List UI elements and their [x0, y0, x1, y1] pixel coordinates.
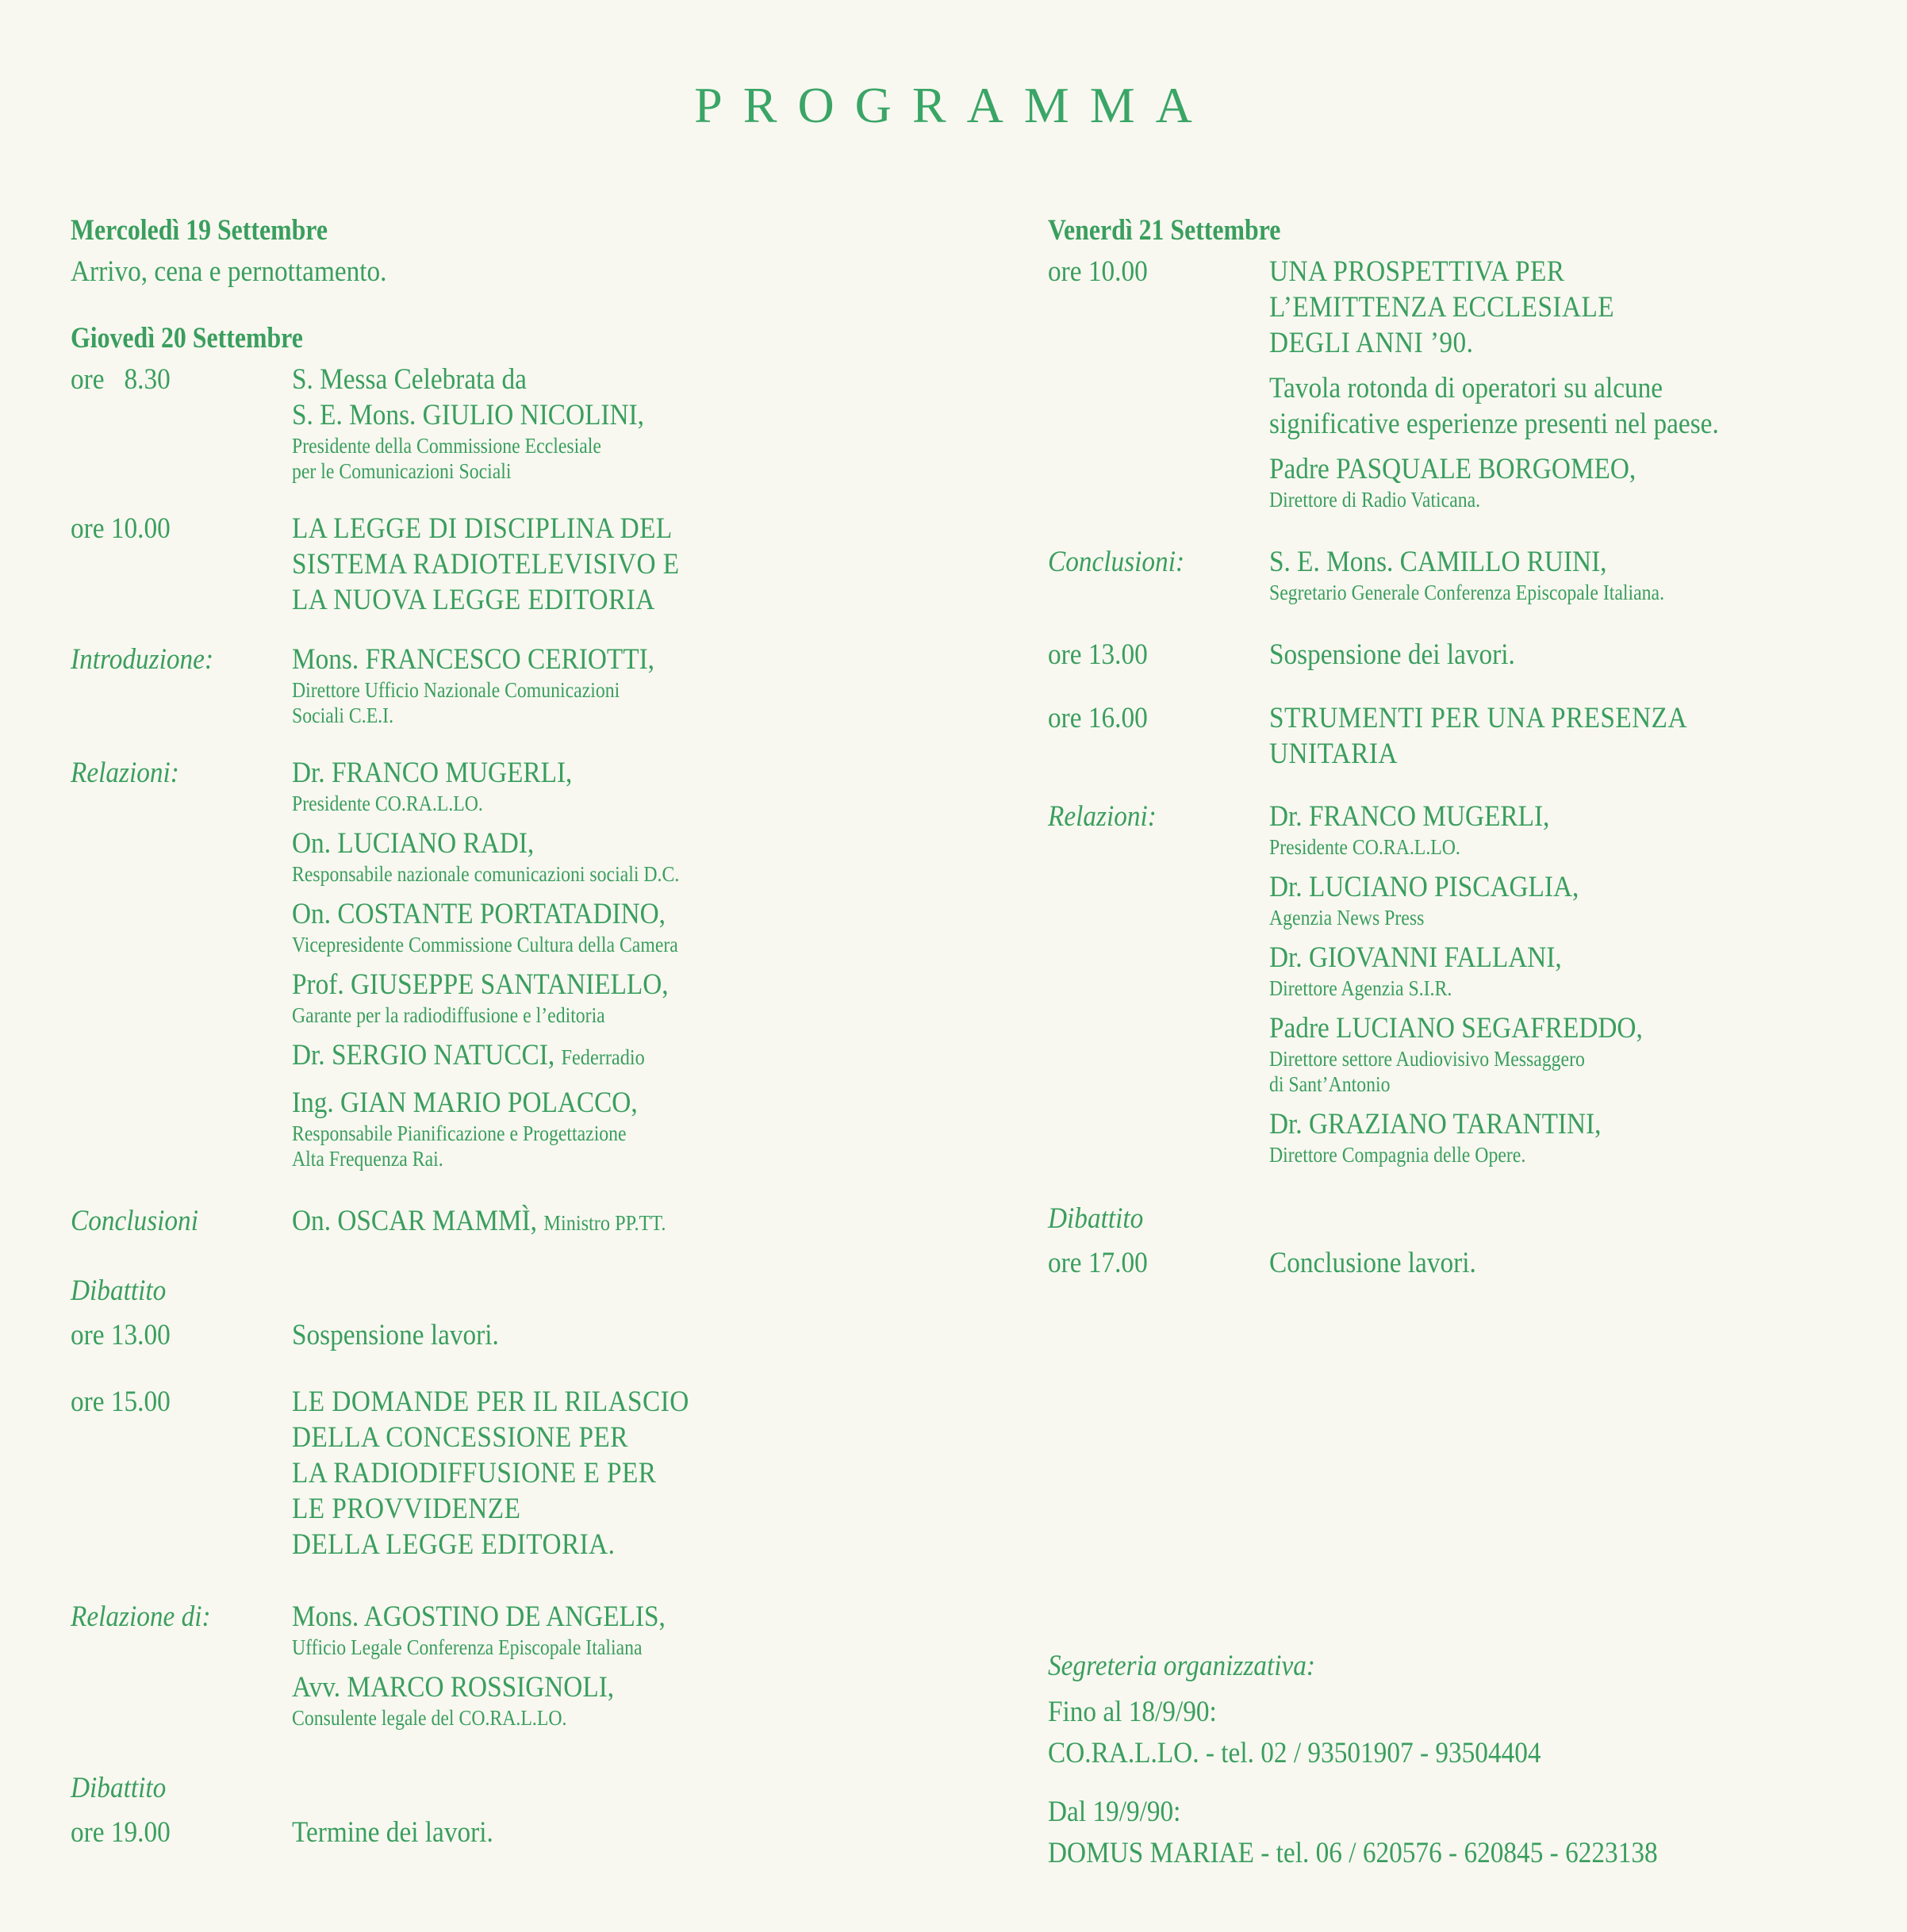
- speaker-role: Garante per la radiodiffusione e l’editoria: [292, 1003, 605, 1027]
- entry-time: ore 8.30: [71, 363, 171, 396]
- speaker-role: Consulente legale del CO.RA.L.LO.: [292, 1706, 567, 1730]
- speaker-line: [292, 1203, 892, 1241]
- speaker-name: Dr. FRANCO MUGERLI,: [292, 757, 573, 789]
- speaker-role: Federradio: [561, 1045, 645, 1069]
- schedule-entry: [71, 1203, 959, 1241]
- schedule-entry: [1048, 637, 1889, 673]
- entry-time: ore 13.00: [71, 1319, 171, 1351]
- session-title: STRUMENTI PER UNA PRESENZA: [1269, 702, 1687, 734]
- speaker-name: On. COSTANTE PORTATADINO,: [292, 898, 666, 930]
- speaker-name: S. E. Mons. GIULIO NICOLINI,: [292, 399, 644, 431]
- entry-time: ore 15.00: [71, 1386, 171, 1418]
- session-title: LA LEGGE DI DISCIPLINA DEL: [292, 512, 673, 545]
- speaker-name: Dr. GRAZIANO TARANTINI,: [1269, 1108, 1602, 1140]
- schedule-entry: [71, 511, 959, 618]
- speaker-name: Dr. SERGIO NATUCCI,: [292, 1039, 555, 1071]
- schedule-entry: [1048, 799, 1889, 1167]
- speaker-name: On. OSCAR MAMMÌ,: [292, 1205, 538, 1237]
- speaker-role: Responsabile nazionale comunicazioni sociali D.C.: [292, 862, 680, 886]
- speaker-name: Prof. GIUSEPPE SANTANIELLO,: [292, 968, 669, 1001]
- entry-text: Conclusione lavori.: [1269, 1247, 1476, 1279]
- speaker-name: On. LUCIANO RADI,: [292, 827, 535, 860]
- speaker-name: Dr. GIOVANNI FALLANI,: [1269, 941, 1562, 974]
- speaker-name: Mons. FRANCESCO CERIOTTI,: [292, 643, 655, 676]
- debate-label: Dibattito: [71, 1275, 167, 1307]
- entry-label: Introduzione:: [71, 643, 214, 676]
- schedule-entry: [71, 755, 959, 1171]
- session-title: UNITARIA: [1269, 738, 1398, 770]
- speaker-name: Ing. GIAN MARIO POLACCO,: [292, 1087, 638, 1119]
- entry-time: ore 16.00: [1048, 702, 1148, 734]
- day-heading-friday: Venerdì 21 Settembre: [1048, 214, 1281, 247]
- entry-time: ore 17.00: [1048, 1247, 1148, 1279]
- speaker-line: [292, 1037, 892, 1075]
- schedule-entry: [1048, 254, 1889, 512]
- speaker-role: Direttore di Radio Vaticana.: [1269, 488, 1481, 512]
- debate-label: Dibattito: [71, 1772, 167, 1804]
- speaker-role: di Sant’Antonio: [1269, 1072, 1391, 1096]
- debate-label: Dibattito: [1048, 1202, 1144, 1235]
- right-column: [1048, 213, 1889, 1869]
- session-description: Tavola rotonda di operatori su alcune: [1269, 372, 1663, 404]
- secretariat-from: Dal 19/9/90:: [1048, 1796, 1181, 1828]
- schedule-entry: [71, 1815, 959, 1851]
- speaker-role: Presidente CO.RA.L.LO.: [292, 792, 483, 815]
- session-description: significative esperienze presenti nel paese.: [1269, 408, 1719, 440]
- speaker-role: Ufficio Legale Conferenza Episcopale Italiana: [292, 1635, 643, 1659]
- page-title: PROGRAMMA: [694, 77, 1213, 133]
- session-title: DELLA LEGGE EDITORIA.: [292, 1528, 616, 1561]
- secretariat-label: Segreteria organizzativa:: [1048, 1650, 1315, 1682]
- session-title: SISTEMA RADIOTELEVISIVO E: [292, 548, 680, 581]
- entry-label: Relazioni:: [71, 757, 179, 789]
- schedule-entry: [1048, 700, 1889, 772]
- secretariat-block: [1048, 1648, 1725, 1872]
- entry-label: Relazione di:: [71, 1600, 211, 1633]
- schedule-entry: [71, 1317, 959, 1354]
- speaker-role: per le Comunicazioni Sociali: [292, 459, 512, 483]
- speaker-name: Padre PASQUALE BORGOMEO,: [1269, 453, 1636, 485]
- speaker-role: Segretario Generale Conferenza Episcopale Italiana.: [1269, 581, 1665, 604]
- entry-label: Relazioni:: [1048, 800, 1157, 833]
- secretariat-from-contact: DOMUS MARIAE - tel. 06 / 620576 - 620845 - 6223138: [1048, 1837, 1658, 1869]
- speaker-role: Sociali C.E.I.: [292, 703, 394, 727]
- schedule-entry: [71, 362, 959, 484]
- day-heading-thursday: Giovedì 20 Settembre: [71, 322, 303, 355]
- session-title: UNA PROSPETTIVA PER: [1269, 255, 1565, 288]
- session-title: DELLA CONCESSIONE PER: [292, 1421, 628, 1454]
- speaker-role: Presidente della Commissione Ecclesiale: [292, 434, 601, 458]
- left-column: [71, 213, 959, 1851]
- speaker-name: Dr. FRANCO MUGERLI,: [1269, 800, 1550, 833]
- speaker-name: Padre LUCIANO SEGAFREDDO,: [1269, 1012, 1643, 1045]
- speaker-name: Mons. AGOSTINO DE ANGELIS,: [292, 1600, 666, 1633]
- entry-label: Conclusioni: [71, 1205, 198, 1237]
- session-title: LA RADIODIFFUSIONE E PER: [292, 1457, 657, 1489]
- secretariat-until: Fino al 18/9/90:: [1048, 1696, 1217, 1728]
- speaker-role: Responsabile Pianificazione e Progettazione: [292, 1121, 627, 1145]
- session-title: LA NUOVA LEGGE EDITORIA: [292, 584, 655, 616]
- schedule-entry: [71, 1384, 959, 1562]
- session-title: LE PROVVIDENZE: [292, 1493, 521, 1525]
- entry-time: ore 10.00: [1048, 255, 1148, 288]
- speaker-name: Avv. MARCO ROSSIGNOLI,: [292, 1671, 615, 1704]
- speaker-role: Direttore Ufficio Nazionale Comunicazioni: [292, 678, 620, 702]
- arrival-text: Arrivo, cena e pernottamento.: [71, 255, 387, 288]
- entry-text: S. Messa Celebrata da: [292, 363, 527, 396]
- schedule-entry: [71, 642, 959, 728]
- session-title: L’EMITTENZA ECCLESIALE: [1269, 291, 1615, 324]
- speaker-role: Alta Frequenza Rai.: [292, 1147, 443, 1171]
- session-title: DEGLI ANNI ’90.: [1269, 327, 1474, 359]
- session-title: LE DOMANDE PER IL RILASCIO: [292, 1386, 689, 1418]
- entry-time: ore 19.00: [71, 1816, 171, 1849]
- schedule-entry: [1048, 544, 1889, 605]
- speaker-name: S. E. Mons. CAMILLO RUINI,: [1269, 546, 1607, 578]
- entry-text: Sospensione dei lavori.: [1269, 638, 1515, 671]
- schedule-entry: [71, 1599, 959, 1731]
- speaker-role: Presidente CO.RA.L.LO.: [1269, 835, 1460, 859]
- speaker-role: Direttore Compagnia delle Opere.: [1269, 1143, 1526, 1167]
- speaker-role: Direttore Agenzia S.I.R.: [1269, 976, 1452, 1000]
- entry-text: Sospensione lavori.: [292, 1319, 499, 1351]
- schedule-entry: [1048, 1245, 1889, 1282]
- speaker-name: Dr. LUCIANO PISCAGLIA,: [1269, 871, 1579, 903]
- day-heading-wednesday: Mercoledì 19 Settembre: [71, 214, 328, 247]
- speaker-role: Ministro PP.TT.: [543, 1211, 666, 1235]
- speaker-role: Vicepresidente Commissione Cultura della Camera: [292, 933, 678, 956]
- speaker-role: Agenzia News Press: [1269, 906, 1425, 930]
- entry-time: ore 13.00: [1048, 638, 1148, 671]
- entry-label: Conclusioni:: [1048, 546, 1185, 578]
- speaker-role: Direttore settore Audiovisivo Messaggero: [1269, 1047, 1585, 1071]
- entry-text: Termine dei lavori.: [292, 1816, 493, 1849]
- secretariat-until-contact: CO.RA.L.LO. - tel. 02 / 93501907 - 93504404: [1048, 1737, 1541, 1769]
- entry-time: ore 10.00: [71, 512, 171, 545]
